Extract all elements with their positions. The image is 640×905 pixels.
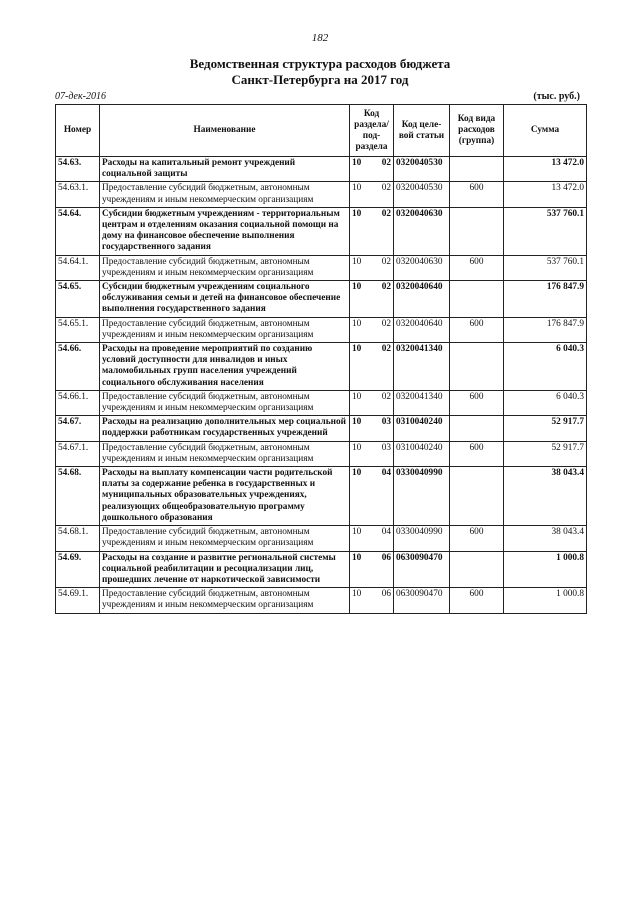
- row-sum: 537 760.1: [504, 207, 587, 255]
- row-sum: 1 000.8: [504, 551, 587, 588]
- row-section-code: [350, 157, 394, 182]
- document-title: [0, 56, 640, 88]
- row-type-code: 600: [450, 255, 504, 280]
- row-target-code: 0630090470: [394, 588, 450, 613]
- table-row: [56, 182, 587, 207]
- table-row: [56, 255, 587, 280]
- row-type-code: 600: [450, 390, 504, 415]
- row-section-code: [350, 526, 394, 551]
- row-section-code: [350, 441, 394, 466]
- header-section: Код раздела/ под- раздела: [350, 105, 394, 157]
- row-number: 54.64.: [56, 207, 100, 255]
- row-sum: 38 043.4: [504, 467, 587, 526]
- row-section: 10: [352, 183, 362, 194]
- row-target-code: 0320040530: [394, 182, 450, 207]
- document-date: 07-дек-2016: [55, 91, 106, 102]
- row-sum: 38 043.4: [504, 526, 587, 551]
- row-section: 10: [352, 468, 362, 479]
- row-number: 54.66.1.: [56, 390, 100, 415]
- row-subsection: 02: [381, 318, 391, 329]
- row-target-code: 0320041340: [394, 390, 450, 415]
- row-name: Расходы на проведение мероприятий по созданию условий доступности для инвалидов и иных маломобильных групп населения учреждений социального обслуживания населения: [100, 343, 350, 391]
- row-subsection: 03: [381, 417, 391, 428]
- row-target-code: 0330040990: [394, 467, 450, 526]
- table-row: [56, 416, 587, 441]
- document-title-line2: Санкт-Петербурга на 2017 год: [231, 72, 409, 87]
- row-number: 54.68.: [56, 467, 100, 526]
- row-section: 10: [352, 417, 362, 428]
- row-type-code: [450, 343, 504, 391]
- row-type-code: 600: [450, 317, 504, 342]
- row-target-code: 0320041340: [394, 343, 450, 391]
- row-subsection: 04: [381, 527, 391, 538]
- row-sum: 52 917.7: [504, 416, 587, 441]
- row-section: 10: [352, 256, 362, 267]
- row-number: 54.69.: [56, 551, 100, 588]
- row-subsection: 02: [381, 183, 391, 194]
- row-section-code: [350, 317, 394, 342]
- row-section-code: [350, 182, 394, 207]
- row-section: 10: [352, 589, 362, 600]
- row-name: Предоставление субсидий бюджетным, автономным учреждениям и иным некоммерческим организациям: [100, 317, 350, 342]
- row-section-code: [350, 343, 394, 391]
- row-type-code: [450, 281, 504, 318]
- row-section: 10: [352, 442, 362, 453]
- row-target-code: 0320040640: [394, 317, 450, 342]
- header-sum: Сумма: [504, 105, 587, 157]
- table-row: [56, 390, 587, 415]
- table-body: [56, 157, 587, 614]
- row-section: 10: [352, 158, 362, 168]
- row-subsection: 02: [381, 391, 391, 402]
- row-name: Расходы на капитальный ремонт учреждений социальной защиты: [100, 157, 350, 182]
- row-sum: 6 040.3: [504, 390, 587, 415]
- row-section: 10: [352, 208, 362, 219]
- row-number: 54.69.1.: [56, 588, 100, 613]
- row-number: 54.68.1.: [56, 526, 100, 551]
- row-type-code: 600: [450, 182, 504, 207]
- row-subsection: 02: [381, 208, 391, 219]
- row-name: Предоставление субсидий бюджетным, автономным учреждениям и иным некоммерческим организациям: [100, 182, 350, 207]
- row-section-code: [350, 467, 394, 526]
- row-sum: 6 040.3: [504, 343, 587, 391]
- row-section-code: [350, 588, 394, 613]
- table-row: [56, 343, 587, 391]
- table-row: [56, 207, 587, 255]
- row-section-code: [350, 390, 394, 415]
- row-sum: 13 472.0: [504, 182, 587, 207]
- row-section: 10: [352, 282, 362, 293]
- row-target-code: 0310040240: [394, 416, 450, 441]
- table-row: [56, 467, 587, 526]
- budget-table: [55, 104, 587, 614]
- row-sum: 176 847.9: [504, 317, 587, 342]
- row-subsection: 06: [381, 552, 391, 563]
- row-name: Предоставление субсидий бюджетным, автономным учреждениям и иным некоммерческим организациям: [100, 588, 350, 613]
- row-subsection: 06: [381, 589, 391, 600]
- row-subsection: 02: [381, 344, 391, 355]
- row-target-code: 0330040990: [394, 526, 450, 551]
- document-title-line1: Ведомственная структура расходов бюджета: [189, 56, 451, 71]
- row-type-code: 600: [450, 588, 504, 613]
- row-target-code: 0320040630: [394, 207, 450, 255]
- row-subsection: 02: [381, 282, 391, 293]
- header-type: Код вида расходов (группа): [450, 105, 504, 157]
- table-row: [56, 157, 587, 182]
- table-row: [56, 317, 587, 342]
- row-sum: 52 917.7: [504, 441, 587, 466]
- row-target-code: 0320040530: [394, 157, 450, 182]
- header-target: Код целе- вой статьи: [394, 105, 450, 157]
- row-name: Субсидии бюджетным учреждениям - территориальным центрам и отделениям оказания социальной помощи на дому на финансовое обеспечение выполнения государственного задания: [100, 207, 350, 255]
- row-section: 10: [352, 344, 362, 355]
- table-row: [56, 588, 587, 613]
- table-row: [56, 441, 587, 466]
- row-type-code: [450, 207, 504, 255]
- row-name: Расходы на создание и развитие региональной системы социальной реабилитации и ресоциализации лиц, прошедших лечение от наркотической зависимости: [100, 551, 350, 588]
- row-type-code: 600: [450, 526, 504, 551]
- row-subsection: 02: [381, 256, 391, 267]
- row-section-code: [350, 207, 394, 255]
- row-sum: 1 000.8: [504, 588, 587, 613]
- row-number: 54.65.1.: [56, 317, 100, 342]
- row-number: 54.66.: [56, 343, 100, 391]
- row-sum: 176 847.9: [504, 281, 587, 318]
- header-number: Номер: [56, 105, 100, 157]
- row-number: 54.63.1.: [56, 182, 100, 207]
- row-name: Расходы на выплату компенсации части родительской платы за содержание ребенка в государственных и муниципальных образовательных учреждениях, реализующих общеобразовательную программу дошкольного образования: [100, 467, 350, 526]
- table-header-row: [56, 105, 587, 157]
- row-subsection: 03: [381, 442, 391, 453]
- row-name: Предоставление субсидий бюджетным, автономным учреждениям и иным некоммерческим организациям: [100, 255, 350, 280]
- row-number: 54.65.: [56, 281, 100, 318]
- row-section: 10: [352, 318, 362, 329]
- table-row: [56, 551, 587, 588]
- row-name: Субсидии бюджетным учреждениям социального обслуживания семьи и детей на финансовое обеспечение выполнения государственного задания: [100, 281, 350, 318]
- units-label: (тыс. руб.): [533, 91, 580, 102]
- row-name: Расходы на реализацию дополнительных мер социальной поддержки работникам государственных учреждений: [100, 416, 350, 441]
- table-row: [56, 281, 587, 318]
- row-type-code: [450, 467, 504, 526]
- row-subsection: 04: [381, 468, 391, 479]
- row-section-code: [350, 416, 394, 441]
- row-target-code: 0320040640: [394, 281, 450, 318]
- row-sum: 13 472.0: [504, 157, 587, 182]
- row-target-code: 0630090470: [394, 551, 450, 588]
- row-number: 54.67.1.: [56, 441, 100, 466]
- page-number: 182: [311, 32, 329, 44]
- row-number: 54.67.: [56, 416, 100, 441]
- row-section-code: [350, 255, 394, 280]
- row-number: 54.63.: [56, 157, 100, 182]
- row-sum: 537 760.1: [504, 255, 587, 280]
- row-type-code: [450, 416, 504, 441]
- row-number: 54.64.1.: [56, 255, 100, 280]
- row-section-code: [350, 551, 394, 588]
- row-type-code: 600: [450, 441, 504, 466]
- row-section: 10: [352, 527, 362, 538]
- row-name: Предоставление субсидий бюджетным, автономным учреждениям и иным некоммерческим организациям: [100, 390, 350, 415]
- row-target-code: 0320040630: [394, 255, 450, 280]
- row-section-code: [350, 281, 394, 318]
- row-section: 10: [352, 552, 362, 563]
- header-name: Наименование: [100, 105, 350, 157]
- table-row: [56, 526, 587, 551]
- row-name: Предоставление субсидий бюджетным, автономным учреждениям и иным некоммерческим организациям: [100, 526, 350, 551]
- row-name: Предоставление субсидий бюджетным, автономным учреждениям и иным некоммерческим организациям: [100, 441, 350, 466]
- row-subsection: 02: [381, 158, 391, 168]
- row-target-code: 0310040240: [394, 441, 450, 466]
- row-section: 10: [352, 391, 362, 402]
- row-type-code: [450, 157, 504, 182]
- row-type-code: [450, 551, 504, 588]
